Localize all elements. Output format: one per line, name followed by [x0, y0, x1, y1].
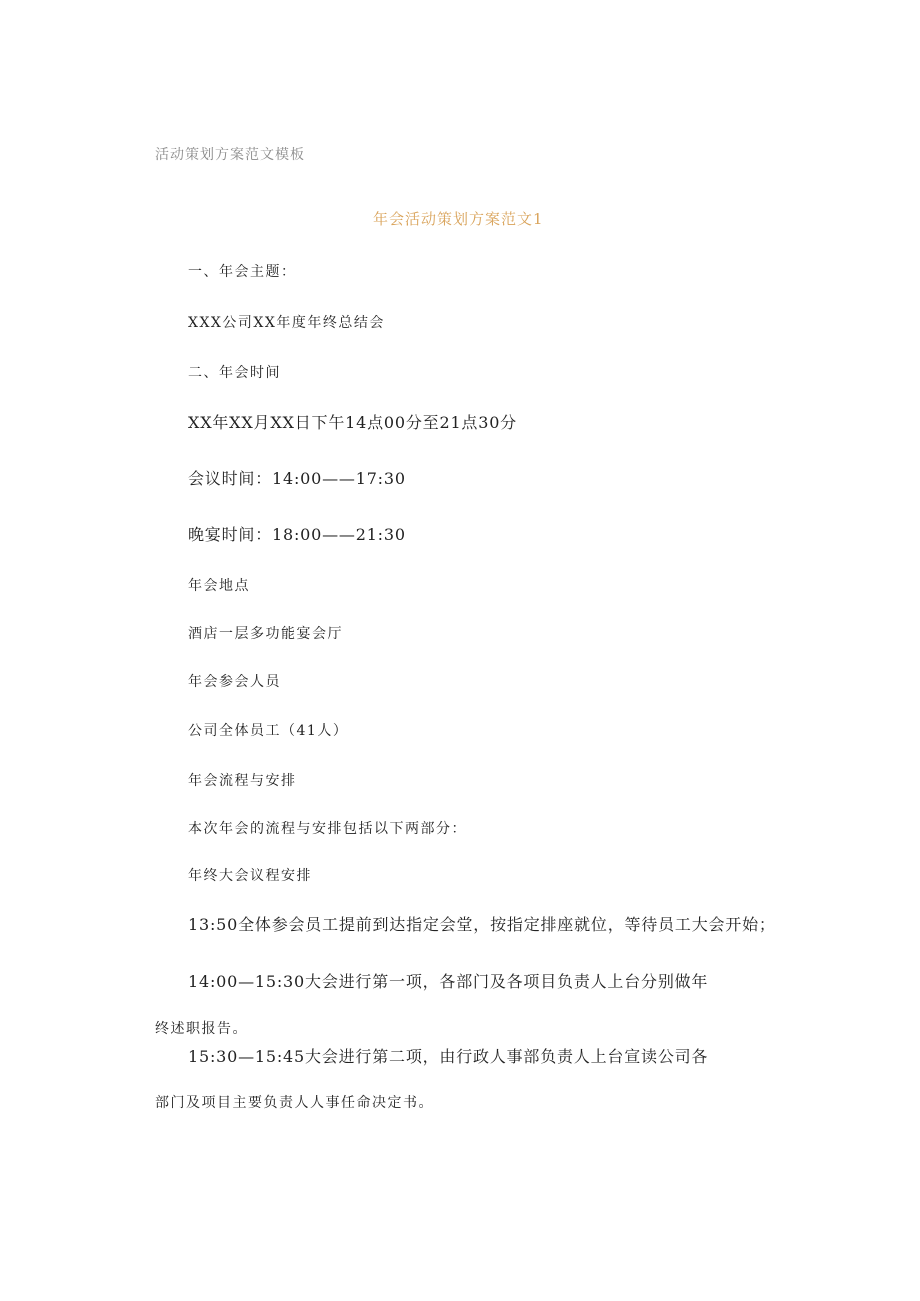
- section-heading-attendees: 年会参会人员: [188, 674, 281, 690]
- document-title: 年会活动策划方案范文1: [373, 210, 544, 228]
- section-heading-time: 二、年会时间: [188, 365, 281, 381]
- process-intro-text: 本次年会的流程与安排包括以下两部分：: [188, 821, 467, 837]
- section-heading-theme: 一、年会主题：: [188, 264, 297, 280]
- venue-text: 酒店一层多功能宴会厅: [188, 626, 343, 642]
- banquet-time-text: 晚宴时间：18:00——21:30: [188, 525, 406, 544]
- attendees-text: 公司全体员工（41人）: [188, 723, 349, 739]
- theme-text: XXX公司XX年度年终总结会: [188, 315, 385, 331]
- section-heading-agenda: 年终大会议程安排: [188, 868, 312, 884]
- agenda-item-1400-continued: 终述职报告。: [155, 1021, 248, 1037]
- agenda-item-1350: 13:50全体参会员工提前到达指定会堂，按指定排座就位，等待员工大会开始；: [188, 915, 776, 934]
- time-range-text: XX年XX月XX日下午14点00分至21点30分: [188, 413, 517, 432]
- agenda-item-1530: 15:30—15:45大会进行第二项，由行政人事部负责人上台宣读公司各: [188, 1047, 709, 1066]
- agenda-item-1530-continued: 部门及项目主要负责人人事任命决定书。: [155, 1095, 434, 1111]
- document-header-label: 活动策划方案范文模板: [155, 147, 305, 163]
- agenda-item-1400: 14:00—15:30大会进行第一项，各部门及各项目负责人上台分别做年: [188, 972, 709, 991]
- meeting-time-text: 会议时间：14:00——17:30: [188, 469, 406, 488]
- section-heading-process: 年会流程与安排: [188, 773, 297, 789]
- section-heading-venue: 年会地点: [188, 578, 250, 594]
